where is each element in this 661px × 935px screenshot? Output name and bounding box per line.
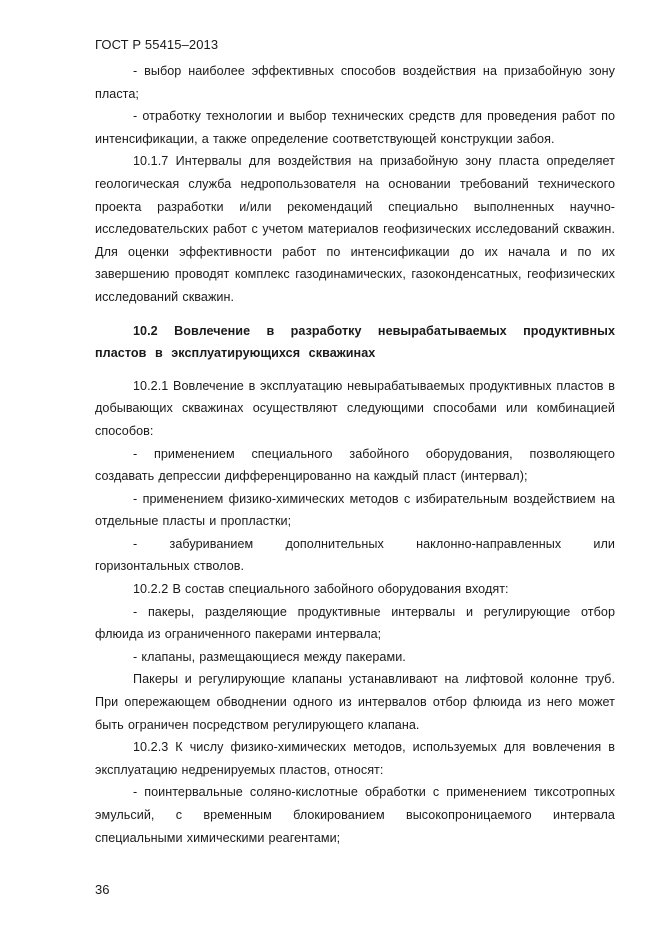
list-item-paragraph: - поинтервальные соляно-кислотные обработки с применением тиксотропных эмульсий, с временным блокированием высокопроницаемого интервала специальными химическими реагентами; [95,785,615,845]
section-paragraph: 10.2.2 В состав специального забойного оборудования входят: [133,582,509,597]
section-paragraph: 10.1.7 Интервалы для воздействия на призабойную зону пласта определяет геологическая служба недропользователя на основании требований технического проекта разработки и/или рекомендаций специально выполненных научно-исследовательских работ с учетом материалов геофизических исследований скважин. Для оценки эффективности работ по интенсификации до их начала и по их завершению проводят комплекс газодинамических, газоконденсатных, геофизических исследований скважин. [95,154,615,304]
list-item-paragraph: - применением специального забойного оборудования, позволяющего создавать депрессии дифференцированно на каждый пласт (интервал); [95,446,615,484]
section-paragraph: 10.2.1 Вовлечение в эксплуатацию невырабатываемых продуктивных пластов в добывающих скважинах осуществляют следующими способами или комбинацией способов: [95,378,615,438]
list-item-paragraph: - выбор наиболее эффективных способов воздействия на призабойную зону пласта; [95,64,615,101]
list-item-paragraph: - отработку технологии и выбор технических средств для проведения работ по интенсификации, а также определение соответствующей конструкции забоя. [95,109,615,146]
document-body [95,60,615,849]
standard-code-header: ГОСТ Р 55415–2013 [95,37,219,52]
list-item-paragraph [95,533,615,578]
body-paragraph: Пакеры и регулирующие клапаны устанавливают на лифтовой колонне труб. При опережающем обводнении одного из интервалов отбор флюида из него может быть ограничен посредством регулирующего клапана. [95,672,615,732]
list-item-paragraph: - пакеры, разделяющие продуктивные интервалы и регулирующие отбор флюида из ограниченного пакерами интервала; [95,604,615,642]
list-item-first-line: - забуриванием дополнительных наклонно-направленных или [133,536,615,551]
list-item-paragraph: - применением физико-химических методов с избирательным воздействием на отдельные пласты и пропластки; [95,491,615,529]
page-number: 36 [95,882,110,897]
section-heading: 10.2 Вовлечение в разработку невырабатываемых продуктивных пластов в эксплуатирующихся скважинах [95,323,615,361]
section-paragraph: 10.2.3 К числу физико-химических методов, используемых для вовлечения в эксплуатацию недренируемых пластов, относят: [95,740,615,777]
list-item-paragraph: - клапаны, размещающиеся между пакерами. [133,649,406,664]
list-item-continuation: горизонтальных стволов. [95,559,245,574]
